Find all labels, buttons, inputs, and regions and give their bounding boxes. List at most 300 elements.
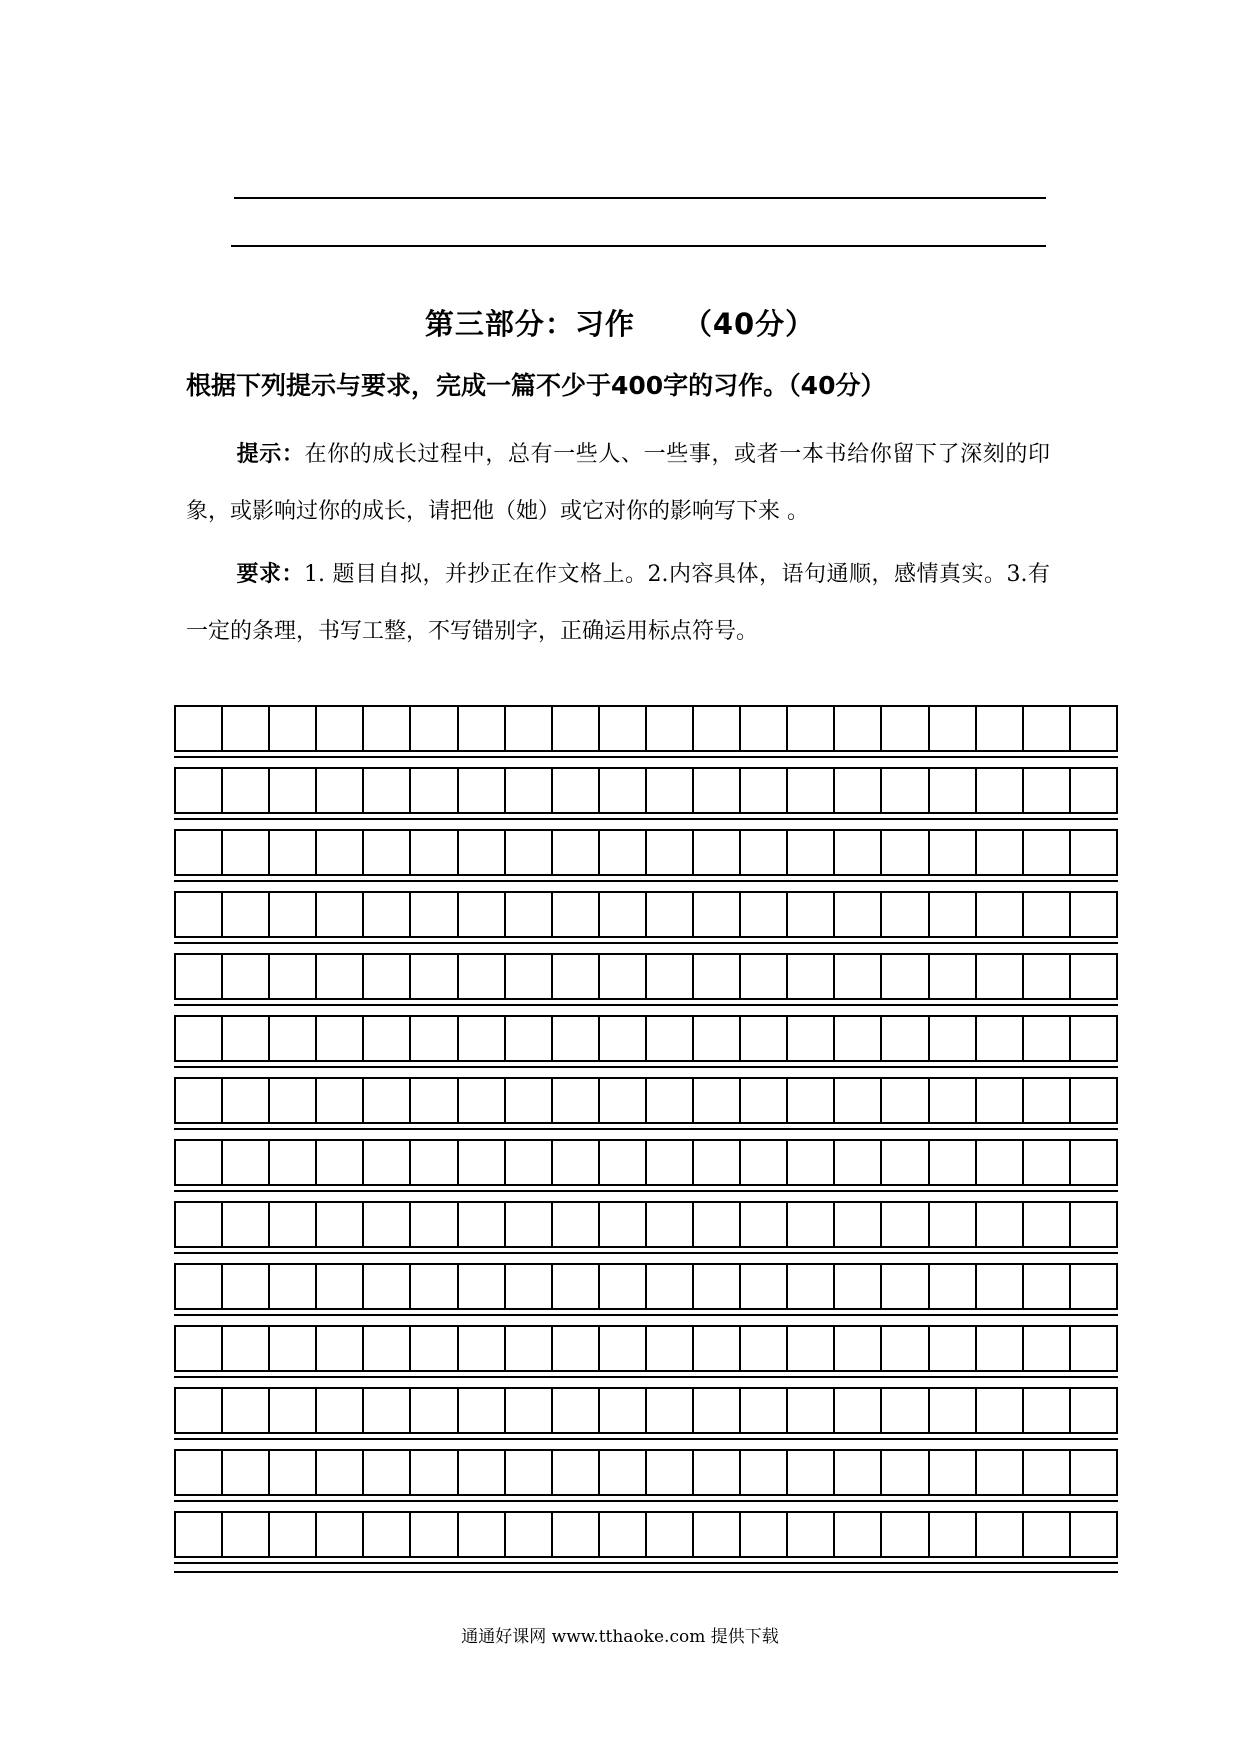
grid-cell[interactable] bbox=[411, 1389, 458, 1432]
grid-cell[interactable] bbox=[835, 1017, 882, 1060]
grid-cell[interactable] bbox=[223, 1513, 270, 1556]
grid-cell[interactable] bbox=[459, 1451, 506, 1494]
grid-cell[interactable] bbox=[459, 831, 506, 874]
grid-cell[interactable] bbox=[553, 1141, 600, 1184]
grid-cell[interactable] bbox=[600, 955, 647, 998]
grid-cell[interactable] bbox=[977, 955, 1024, 998]
grid-cell[interactable] bbox=[694, 831, 741, 874]
grid-cell[interactable] bbox=[835, 1203, 882, 1246]
grid-cell[interactable] bbox=[977, 1327, 1024, 1370]
grid-cell[interactable] bbox=[600, 1017, 647, 1060]
grid-cell[interactable] bbox=[317, 1079, 364, 1122]
grid-cell[interactable] bbox=[835, 1327, 882, 1370]
grid-cell[interactable] bbox=[176, 1451, 223, 1494]
grid-cell[interactable] bbox=[364, 893, 411, 936]
grid-cell[interactable] bbox=[882, 1141, 929, 1184]
grid-cell[interactable] bbox=[364, 1203, 411, 1246]
grid-cell[interactable] bbox=[1071, 955, 1116, 998]
grid-cell[interactable] bbox=[930, 1327, 977, 1370]
grid-cell[interactable] bbox=[270, 1017, 317, 1060]
grid-row-separator bbox=[174, 1314, 1118, 1316]
grid-cell[interactable] bbox=[459, 1389, 506, 1432]
grid-cell[interactable] bbox=[1024, 893, 1071, 936]
grid-row bbox=[174, 1201, 1118, 1263]
grid-cell[interactable] bbox=[459, 955, 506, 998]
grid-cell[interactable] bbox=[1024, 1017, 1071, 1060]
grid-cell[interactable] bbox=[176, 1017, 223, 1060]
grid-cell[interactable] bbox=[930, 769, 977, 812]
grid-cell[interactable] bbox=[788, 707, 835, 750]
grid-cell[interactable] bbox=[1024, 769, 1071, 812]
grid-cell[interactable] bbox=[1071, 893, 1116, 936]
grid-cell[interactable] bbox=[459, 1141, 506, 1184]
grid-cell[interactable] bbox=[1024, 955, 1071, 998]
grid-cell[interactable] bbox=[223, 707, 270, 750]
grid-cell[interactable] bbox=[882, 1017, 929, 1060]
grid-cell[interactable] bbox=[647, 893, 694, 936]
grid-row-cells bbox=[174, 1263, 1118, 1310]
grid-cell[interactable] bbox=[835, 831, 882, 874]
grid-cell[interactable] bbox=[176, 1513, 223, 1556]
grid-cell[interactable] bbox=[788, 893, 835, 936]
grid-cell[interactable] bbox=[506, 831, 553, 874]
grid-cell[interactable] bbox=[553, 893, 600, 936]
grid-cell[interactable] bbox=[364, 955, 411, 998]
grid-cell[interactable] bbox=[788, 1389, 835, 1432]
grid-cell[interactable] bbox=[223, 955, 270, 998]
grid-cell[interactable] bbox=[223, 893, 270, 936]
grid-cell[interactable] bbox=[930, 1451, 977, 1494]
grid-cell[interactable] bbox=[1024, 1451, 1071, 1494]
grid-cell[interactable] bbox=[1071, 1451, 1116, 1494]
grid-cell[interactable] bbox=[977, 831, 1024, 874]
grid-cell[interactable] bbox=[835, 1389, 882, 1432]
grid-cell[interactable] bbox=[459, 707, 506, 750]
grid-cell[interactable] bbox=[600, 1265, 647, 1308]
grid-cell[interactable] bbox=[835, 955, 882, 998]
grid-cell[interactable] bbox=[930, 1513, 977, 1556]
grid-cell[interactable] bbox=[270, 1203, 317, 1246]
grid-cell[interactable] bbox=[647, 707, 694, 750]
grid-cell[interactable] bbox=[1071, 1513, 1116, 1556]
grid-cell[interactable] bbox=[270, 831, 317, 874]
grid-cell[interactable] bbox=[1071, 707, 1116, 750]
grid-cell[interactable] bbox=[741, 1017, 788, 1060]
grid-cell[interactable] bbox=[506, 893, 553, 936]
grid-cell[interactable] bbox=[647, 1265, 694, 1308]
grid-cell[interactable] bbox=[1071, 1389, 1116, 1432]
grid-cell[interactable] bbox=[930, 1017, 977, 1060]
grid-cell[interactable] bbox=[600, 893, 647, 936]
grid-cell[interactable] bbox=[317, 1389, 364, 1432]
grid-cell[interactable] bbox=[411, 831, 458, 874]
grid-cell[interactable] bbox=[1024, 707, 1071, 750]
writing-grid[interactable] bbox=[174, 705, 1118, 1573]
grid-cell[interactable] bbox=[270, 1451, 317, 1494]
grid-cell[interactable] bbox=[647, 831, 694, 874]
grid-cell[interactable] bbox=[506, 955, 553, 998]
grid-cell[interactable] bbox=[411, 1513, 458, 1556]
grid-cell[interactable] bbox=[317, 1513, 364, 1556]
grid-cell[interactable] bbox=[506, 1141, 553, 1184]
grid-cell[interactable] bbox=[882, 1389, 929, 1432]
grid-cell[interactable] bbox=[647, 1079, 694, 1122]
grid-cell[interactable] bbox=[223, 831, 270, 874]
grid-cell[interactable] bbox=[647, 1017, 694, 1060]
grid-cell[interactable] bbox=[741, 955, 788, 998]
grid-cell[interactable] bbox=[506, 1017, 553, 1060]
grid-row-separator bbox=[174, 1438, 1118, 1440]
grid-cell[interactable] bbox=[647, 1141, 694, 1184]
grid-cell[interactable] bbox=[930, 1265, 977, 1308]
grid-cell[interactable] bbox=[506, 707, 553, 750]
grid-cell[interactable] bbox=[1024, 1203, 1071, 1246]
grid-cell[interactable] bbox=[930, 707, 977, 750]
grid-cell[interactable] bbox=[411, 893, 458, 936]
grid-cell[interactable] bbox=[506, 1451, 553, 1494]
grid-cell[interactable] bbox=[694, 1451, 741, 1494]
grid-cell[interactable] bbox=[176, 831, 223, 874]
grid-cell[interactable] bbox=[459, 1079, 506, 1122]
grid-cell[interactable] bbox=[364, 769, 411, 812]
grid-cell[interactable] bbox=[741, 1203, 788, 1246]
grid-cell[interactable] bbox=[364, 1141, 411, 1184]
grid-cell[interactable] bbox=[882, 1327, 929, 1370]
grid-cell[interactable] bbox=[411, 1079, 458, 1122]
grid-cell[interactable] bbox=[553, 1079, 600, 1122]
grid-cell[interactable] bbox=[1071, 1327, 1116, 1370]
grid-cell[interactable] bbox=[411, 1265, 458, 1308]
grid-cell[interactable] bbox=[553, 1389, 600, 1432]
grid-cell[interactable] bbox=[270, 707, 317, 750]
grid-row bbox=[174, 829, 1118, 891]
grid-cell[interactable] bbox=[930, 955, 977, 998]
grid-cell[interactable] bbox=[647, 1327, 694, 1370]
grid-cell[interactable] bbox=[223, 1327, 270, 1370]
grid-cell[interactable] bbox=[317, 1451, 364, 1494]
grid-cell[interactable] bbox=[553, 707, 600, 750]
grid-cell[interactable] bbox=[1024, 1327, 1071, 1370]
grid-cell[interactable] bbox=[600, 707, 647, 750]
grid-cell[interactable] bbox=[882, 893, 929, 936]
instruction: 根据下列提示与要求，完成一篇不少于400字的习作。（40分） bbox=[186, 371, 886, 400]
grid-cell[interactable] bbox=[741, 1265, 788, 1308]
grid-cell[interactable] bbox=[600, 1389, 647, 1432]
grid-cell[interactable] bbox=[459, 1017, 506, 1060]
grid-cell[interactable] bbox=[930, 1389, 977, 1432]
grid-cell[interactable] bbox=[741, 769, 788, 812]
grid-cell[interactable] bbox=[835, 1513, 882, 1556]
grid-cell[interactable] bbox=[176, 769, 223, 812]
grid-cell[interactable] bbox=[835, 1079, 882, 1122]
grid-cell[interactable] bbox=[930, 1203, 977, 1246]
grid-row bbox=[174, 1139, 1118, 1201]
grid-cell[interactable] bbox=[977, 707, 1024, 750]
grid-cell[interactable] bbox=[882, 1265, 929, 1308]
grid-cell[interactable] bbox=[1024, 1141, 1071, 1184]
grid-cell[interactable] bbox=[176, 1203, 223, 1246]
grid-cell[interactable] bbox=[1024, 1265, 1071, 1308]
grid-cell[interactable] bbox=[553, 769, 600, 812]
grid-cell[interactable] bbox=[788, 831, 835, 874]
grid-cell[interactable] bbox=[741, 893, 788, 936]
grid-cell[interactable] bbox=[364, 831, 411, 874]
grid-cell[interactable] bbox=[506, 1327, 553, 1370]
grid-cell[interactable] bbox=[647, 955, 694, 998]
grid-cell[interactable] bbox=[459, 893, 506, 936]
grid-cell[interactable] bbox=[553, 1451, 600, 1494]
grid-cell[interactable] bbox=[223, 1203, 270, 1246]
grid-cell[interactable] bbox=[835, 1451, 882, 1494]
grid-cell[interactable] bbox=[270, 955, 317, 998]
grid-cell[interactable] bbox=[411, 769, 458, 812]
grid-cell[interactable] bbox=[788, 1141, 835, 1184]
grid-row-cells bbox=[174, 891, 1118, 938]
grid-cell[interactable] bbox=[176, 1327, 223, 1370]
grid-cell[interactable] bbox=[411, 1203, 458, 1246]
grid-cell[interactable] bbox=[270, 1327, 317, 1370]
grid-row-cells bbox=[174, 1511, 1118, 1558]
grid-cell[interactable] bbox=[694, 1327, 741, 1370]
grid-cell[interactable] bbox=[600, 1203, 647, 1246]
grid-cell[interactable] bbox=[1071, 1079, 1116, 1122]
grid-row-cells bbox=[174, 1449, 1118, 1496]
grid-cell[interactable] bbox=[317, 707, 364, 750]
grid-row-cells bbox=[174, 953, 1118, 1000]
grid-cell[interactable] bbox=[553, 1203, 600, 1246]
grid-cell[interactable] bbox=[788, 1327, 835, 1370]
grid-cell[interactable] bbox=[600, 1079, 647, 1122]
grid-row-separator bbox=[174, 1190, 1118, 1192]
grid-cell[interactable] bbox=[1024, 831, 1071, 874]
grid-cell[interactable] bbox=[270, 1141, 317, 1184]
grid-cell[interactable] bbox=[694, 1265, 741, 1308]
grid-cell[interactable] bbox=[647, 1203, 694, 1246]
grid-cell[interactable] bbox=[411, 707, 458, 750]
grid-cell[interactable] bbox=[882, 1079, 929, 1122]
grid-cell[interactable] bbox=[411, 1327, 458, 1370]
grid-cell[interactable] bbox=[930, 893, 977, 936]
grid-cell[interactable] bbox=[741, 1513, 788, 1556]
grid-cell[interactable] bbox=[270, 893, 317, 936]
grid-cell[interactable] bbox=[364, 707, 411, 750]
grid-cell[interactable] bbox=[317, 1017, 364, 1060]
grid-cell[interactable] bbox=[411, 955, 458, 998]
grid-cell[interactable] bbox=[506, 1513, 553, 1556]
grid-cell[interactable] bbox=[553, 1017, 600, 1060]
grid-cell[interactable] bbox=[506, 769, 553, 812]
grid-cell[interactable] bbox=[835, 707, 882, 750]
grid-cell[interactable] bbox=[459, 1265, 506, 1308]
grid-cell[interactable] bbox=[600, 769, 647, 812]
grid-cell[interactable] bbox=[223, 769, 270, 812]
grid-cell[interactable] bbox=[223, 1451, 270, 1494]
grid-cell[interactable] bbox=[977, 893, 1024, 936]
grid-cell[interactable] bbox=[270, 769, 317, 812]
grid-cell[interactable] bbox=[930, 831, 977, 874]
grid-cell[interactable] bbox=[882, 831, 929, 874]
grid-cell[interactable] bbox=[223, 1079, 270, 1122]
grid-cell[interactable] bbox=[176, 707, 223, 750]
grid-cell[interactable] bbox=[600, 831, 647, 874]
grid-cell[interactable] bbox=[459, 1203, 506, 1246]
grid-cell[interactable] bbox=[741, 1079, 788, 1122]
grid-cell[interactable] bbox=[553, 831, 600, 874]
grid-cell[interactable] bbox=[930, 1141, 977, 1184]
grid-cell[interactable] bbox=[741, 707, 788, 750]
grid-cell[interactable] bbox=[882, 955, 929, 998]
grid-cell[interactable] bbox=[882, 769, 929, 812]
grid-cell[interactable] bbox=[553, 1265, 600, 1308]
grid-cell[interactable] bbox=[741, 1327, 788, 1370]
grid-cell[interactable] bbox=[411, 1141, 458, 1184]
grid-cell[interactable] bbox=[977, 1451, 1024, 1494]
grid-cell[interactable] bbox=[835, 1141, 882, 1184]
grid-cell[interactable] bbox=[223, 1141, 270, 1184]
grid-cell[interactable] bbox=[270, 1513, 317, 1556]
grid-cell[interactable] bbox=[459, 769, 506, 812]
grid-cell[interactable] bbox=[506, 1079, 553, 1122]
grid-cell[interactable] bbox=[788, 1203, 835, 1246]
grid-cell[interactable] bbox=[364, 1017, 411, 1060]
grid-cell[interactable] bbox=[600, 1451, 647, 1494]
grid-cell[interactable] bbox=[694, 1389, 741, 1432]
grid-cell[interactable] bbox=[600, 1513, 647, 1556]
grid-cell[interactable] bbox=[788, 1017, 835, 1060]
grid-row-cells bbox=[174, 705, 1118, 752]
grid-cell[interactable] bbox=[741, 1141, 788, 1184]
grid-cell[interactable] bbox=[317, 831, 364, 874]
grid-cell[interactable] bbox=[270, 1265, 317, 1308]
grid-cell[interactable] bbox=[553, 1513, 600, 1556]
grid-row bbox=[174, 1511, 1118, 1573]
grid-cell[interactable] bbox=[694, 769, 741, 812]
grid-cell[interactable] bbox=[317, 1203, 364, 1246]
grid-cell[interactable] bbox=[835, 769, 882, 812]
grid-cell[interactable] bbox=[1024, 1389, 1071, 1432]
grid-cell[interactable] bbox=[930, 1079, 977, 1122]
grid-cell[interactable] bbox=[741, 831, 788, 874]
grid-cell[interactable] bbox=[1071, 1017, 1116, 1060]
grid-cell[interactable] bbox=[977, 1265, 1024, 1308]
grid-cell[interactable] bbox=[647, 1451, 694, 1494]
grid-cell[interactable] bbox=[600, 1141, 647, 1184]
grid-cell[interactable] bbox=[1071, 1141, 1116, 1184]
grid-cell[interactable] bbox=[882, 707, 929, 750]
grid-cell[interactable] bbox=[223, 1265, 270, 1308]
grid-cell[interactable] bbox=[977, 1513, 1024, 1556]
grid-cell[interactable] bbox=[835, 1265, 882, 1308]
grid-cell[interactable] bbox=[1024, 1513, 1071, 1556]
grid-cell[interactable] bbox=[741, 1389, 788, 1432]
grid-cell[interactable] bbox=[411, 1017, 458, 1060]
grid-cell[interactable] bbox=[364, 1451, 411, 1494]
grid-cell[interactable] bbox=[364, 1513, 411, 1556]
grid-cell[interactable] bbox=[506, 1265, 553, 1308]
grid-cell[interactable] bbox=[788, 1451, 835, 1494]
grid-cell[interactable] bbox=[317, 1265, 364, 1308]
grid-cell[interactable] bbox=[364, 1327, 411, 1370]
grid-cell[interactable] bbox=[788, 1265, 835, 1308]
grid-cell[interactable] bbox=[977, 769, 1024, 812]
grid-cell[interactable] bbox=[647, 1389, 694, 1432]
grid-cell[interactable] bbox=[459, 1327, 506, 1370]
grid-cell[interactable] bbox=[317, 893, 364, 936]
grid-cell[interactable] bbox=[1071, 769, 1116, 812]
grid-cell[interactable] bbox=[835, 893, 882, 936]
grid-cell[interactable] bbox=[647, 769, 694, 812]
grid-cell[interactable] bbox=[553, 1327, 600, 1370]
grid-cell[interactable] bbox=[223, 1389, 270, 1432]
grid-cell[interactable] bbox=[506, 1389, 553, 1432]
grid-row-separator bbox=[174, 1128, 1118, 1130]
grid-cell[interactable] bbox=[977, 1203, 1024, 1246]
grid-cell[interactable] bbox=[176, 955, 223, 998]
grid-cell[interactable] bbox=[694, 707, 741, 750]
grid-cell[interactable] bbox=[788, 769, 835, 812]
grid-cell[interactable] bbox=[411, 1451, 458, 1494]
grid-row-separator bbox=[174, 880, 1118, 882]
grid-cell[interactable] bbox=[977, 1389, 1024, 1432]
grid-row bbox=[174, 705, 1118, 767]
grid-cell[interactable] bbox=[364, 1079, 411, 1122]
grid-cell[interactable] bbox=[741, 1451, 788, 1494]
grid-cell[interactable] bbox=[977, 1017, 1024, 1060]
grid-cell[interactable] bbox=[176, 1079, 223, 1122]
grid-cell[interactable] bbox=[223, 1017, 270, 1060]
grid-cell[interactable] bbox=[694, 1017, 741, 1060]
grid-cell[interactable] bbox=[317, 769, 364, 812]
grid-cell[interactable] bbox=[364, 1265, 411, 1308]
grid-cell[interactable] bbox=[600, 1327, 647, 1370]
grid-cell[interactable] bbox=[270, 1079, 317, 1122]
grid-cell[interactable] bbox=[317, 1327, 364, 1370]
grid-cell[interactable] bbox=[1024, 1079, 1071, 1122]
grid-cell[interactable] bbox=[647, 1513, 694, 1556]
grid-cell[interactable] bbox=[882, 1451, 929, 1494]
grid-row-cells bbox=[174, 767, 1118, 814]
grid-cell[interactable] bbox=[1071, 1265, 1116, 1308]
grid-cell[interactable] bbox=[176, 1265, 223, 1308]
grid-cell[interactable] bbox=[694, 1203, 741, 1246]
grid-cell[interactable] bbox=[788, 1079, 835, 1122]
grid-row bbox=[174, 891, 1118, 953]
grid-cell[interactable] bbox=[977, 1079, 1024, 1122]
grid-cell[interactable] bbox=[882, 1513, 929, 1556]
grid-cell[interactable] bbox=[176, 1389, 223, 1432]
grid-cell[interactable] bbox=[1071, 831, 1116, 874]
grid-cell[interactable] bbox=[317, 955, 364, 998]
grid-cell[interactable] bbox=[270, 1389, 317, 1432]
grid-cell[interactable] bbox=[459, 1513, 506, 1556]
grid-cell[interactable] bbox=[694, 1513, 741, 1556]
grid-cell[interactable] bbox=[694, 1141, 741, 1184]
grid-cell[interactable] bbox=[694, 1079, 741, 1122]
grid-cell[interactable] bbox=[176, 893, 223, 936]
grid-cell[interactable] bbox=[553, 955, 600, 998]
grid-cell[interactable] bbox=[364, 1389, 411, 1432]
grid-cell[interactable] bbox=[882, 1203, 929, 1246]
grid-cell[interactable] bbox=[977, 1141, 1024, 1184]
grid-cell[interactable] bbox=[694, 893, 741, 936]
grid-cell[interactable] bbox=[317, 1141, 364, 1184]
grid-cell[interactable] bbox=[506, 1203, 553, 1246]
grid-cell[interactable] bbox=[788, 1513, 835, 1556]
grid-cell[interactable] bbox=[694, 955, 741, 998]
grid-cell[interactable] bbox=[788, 955, 835, 998]
grid-cell[interactable] bbox=[1071, 1203, 1116, 1246]
grid-cell[interactable] bbox=[176, 1141, 223, 1184]
